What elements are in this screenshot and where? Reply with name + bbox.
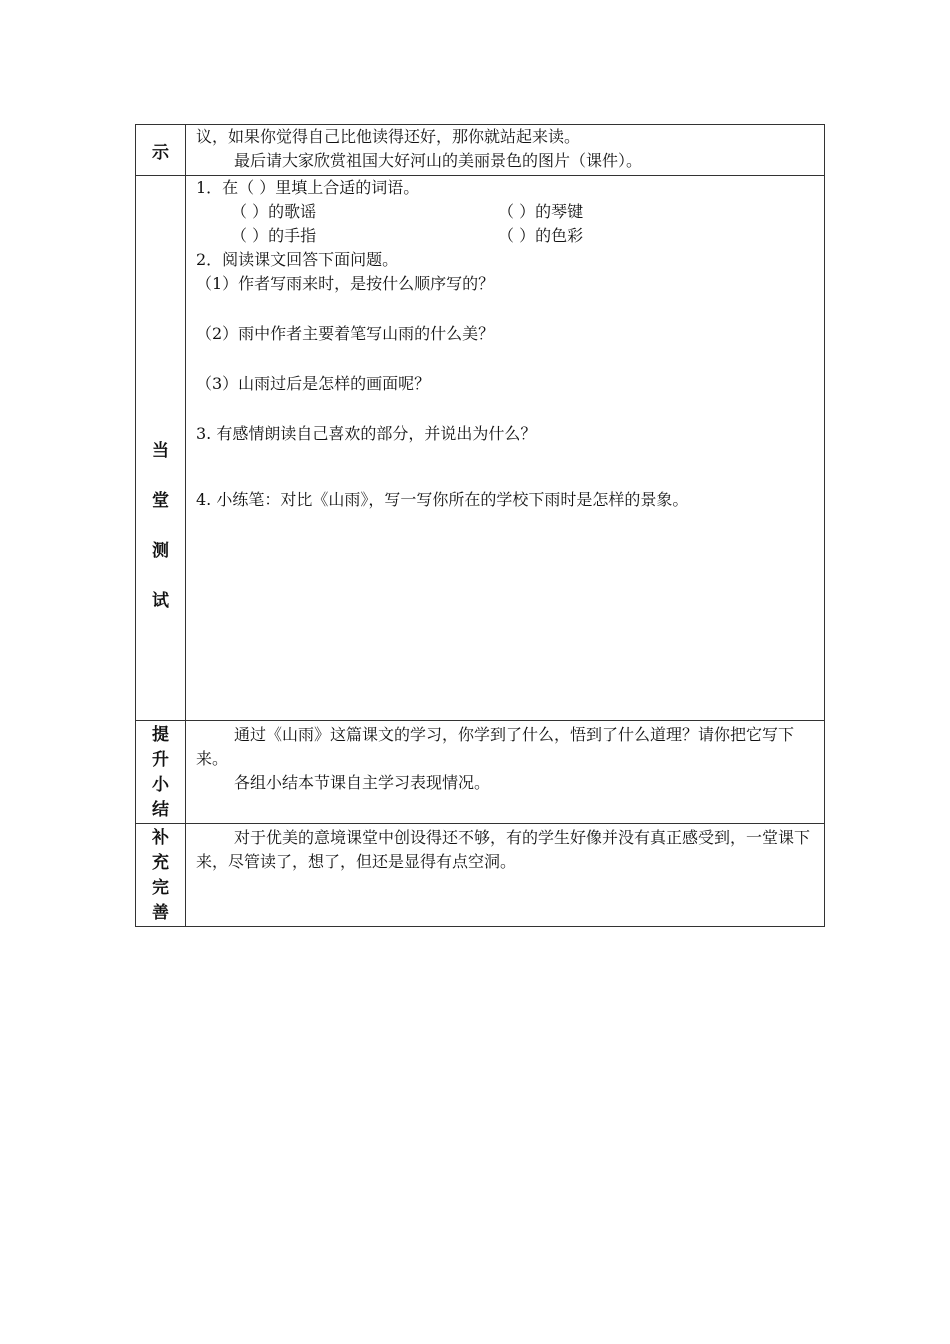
- label-char: 结: [152, 800, 169, 820]
- fill-blank-item: （ ）的色彩: [498, 226, 584, 245]
- row-label-in-class-test: [136, 176, 186, 721]
- row-label-demonstration: [136, 125, 186, 176]
- summary-paragraph-2: 各组小结本节课自主学习表现情况。: [234, 773, 491, 792]
- in-class-test-content: [186, 176, 825, 721]
- label-char: 升: [152, 750, 169, 770]
- question-2-sub-3: （3）山雨过后是怎样的画面呢？: [196, 374, 431, 393]
- question-4: 4. 小练笔：对比《山雨》，写一写你所在的学校下雨时是怎样的景象。: [196, 490, 689, 509]
- label-char: 当: [152, 441, 169, 461]
- question-2-sub-1: （1）作者写雨来时，是按什么顺序写的？: [196, 274, 495, 293]
- summary-content: [186, 721, 825, 824]
- label-char: 充: [152, 853, 169, 873]
- lesson-plan-table: [135, 124, 825, 927]
- supplement-paragraph: 对于优美的意境课堂中创设得还不够，有的学生好像并没有真正感受到，一堂课下来，尽管读了，想了，但还是显得有点空洞。: [196, 828, 811, 871]
- demonstration-line-2: 最后请大家欣赏祖国大好河山的美丽景色的图片（课件）。: [234, 151, 643, 170]
- row-summary: [136, 721, 825, 824]
- row-demonstration: [136, 125, 825, 176]
- label-char: 示: [152, 142, 169, 163]
- question-1: 1．在（ ）里填上合适的词语。: [196, 178, 420, 197]
- label-char: 小: [152, 775, 169, 795]
- demonstration-content: [186, 125, 825, 176]
- label-char: 补: [152, 828, 169, 848]
- label-char: 提: [152, 725, 169, 745]
- summary-paragraph-1: 通过《山雨》这篇课文的学习，你学到了什么，悟到了什么道理？请你把它写下来。: [196, 725, 795, 768]
- fill-blank-item: （ ）的手指: [231, 226, 317, 245]
- row-supplement: [136, 824, 825, 927]
- demonstration-line-1: 议，如果你觉得自己比他读得还好，那你就站起来读。: [196, 127, 581, 146]
- fill-blank-row: [186, 224, 824, 248]
- fill-blank-item: （ ）的歌谣: [231, 202, 317, 221]
- fill-blank-row: [186, 200, 824, 224]
- question-3: 3. 有感情朗读自己喜欢的部分，并说出为什么？: [196, 424, 537, 443]
- label-char: 完: [152, 878, 169, 898]
- row-in-class-test: [136, 176, 825, 721]
- label-char: 善: [152, 903, 169, 923]
- row-label-summary: [136, 721, 186, 824]
- row-label-supplement: [136, 824, 186, 927]
- label-char: 试: [152, 591, 169, 611]
- label-char: 测: [152, 541, 169, 561]
- fill-blank-item: （ ）的琴键: [498, 202, 584, 221]
- question-2: 2．阅读课文回答下面问题。: [196, 250, 399, 269]
- label-char: 堂: [152, 491, 169, 511]
- question-2-sub-2: （2）雨中作者主要着笔写山雨的什么美？: [196, 324, 495, 343]
- supplement-content: [186, 824, 825, 927]
